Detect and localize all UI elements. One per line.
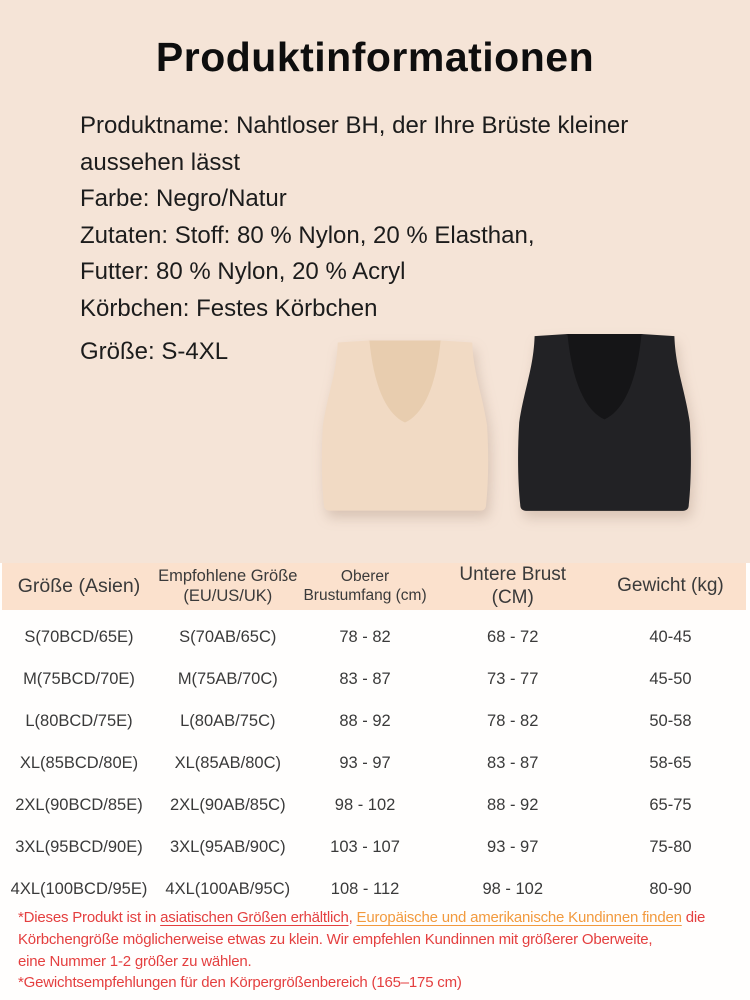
size-table-cell: 2XL(90AB/85C)	[170, 795, 286, 814]
size-range-line: Größe: S-4XL	[80, 338, 229, 365]
size-table-cell: 78 - 82	[339, 628, 391, 647]
size-table-row	[2, 826, 746, 868]
size-table-header-cell: Größe (Asien)	[17, 575, 141, 597]
size-table-cell: 75-80	[649, 837, 692, 856]
size-table-cell: 73 - 77	[487, 670, 539, 689]
cup-line: Körbchen: Festes Körbchen	[80, 294, 378, 322]
size-table-cell: L(80AB/75C)	[180, 712, 276, 731]
footnote-segment: die	[681, 909, 706, 926]
footnote-segment: *Dieses Produkt ist in	[18, 909, 161, 926]
size-table-cell: 108 - 112	[330, 879, 400, 898]
footnote-segment: Europäische und amerikanische Kundinnen finden	[356, 909, 682, 926]
size-table-cell: M(75AB/70C)	[177, 670, 278, 689]
footnote-line-3: eine Nummer 1-2 größer zu wählen.	[18, 952, 252, 970]
size-table-cell: 68 - 72	[487, 628, 539, 647]
size-table-cell: 83 - 87	[487, 754, 539, 772]
size-table-cell: 40-45	[649, 628, 692, 647]
product-name-line: Produktname: Nahtloser BH, der Ihre Brüste kleiner aussehen lässt	[80, 112, 629, 176]
size-table-row	[2, 868, 746, 910]
size-table-cell: S(70BCD/65E)	[24, 628, 134, 647]
size-table-cell: 65-75	[649, 795, 692, 814]
ingredients-line: Zutaten: Stoff: 80 % Nylon, 20 % Elasthan,	[80, 221, 535, 249]
footnote-segment: ,	[348, 909, 357, 926]
size-table-cell: L(80BCD/75E)	[25, 712, 133, 731]
size-table-header	[2, 563, 746, 610]
color-line: Farbe: Negro/Natur	[80, 185, 287, 212]
size-table-row	[2, 701, 746, 743]
size-table-cell: 4XL(100AB/95C)	[165, 879, 291, 898]
footnote-line-1	[18, 907, 748, 929]
size-table-header-cell: Untere Brust (CM)	[459, 564, 567, 608]
size-table-row	[2, 617, 746, 659]
lining-line: Futter: 80 % Nylon, 20 % Acryl	[80, 258, 406, 285]
size-table-cell: S(70AB/65C)	[179, 628, 277, 647]
size-table-cell: 80-90	[649, 879, 692, 898]
size-table-cell: 98 - 102	[334, 795, 396, 814]
size-table-body	[2, 617, 746, 910]
footnotes	[18, 907, 748, 994]
size-table-cell: 3XL(95AB/90C)	[170, 837, 286, 856]
size-table-cell: 93 - 97	[487, 837, 539, 856]
page-title: Produktinformationen	[155, 34, 595, 80]
size-table-row	[2, 743, 746, 785]
size-table-cell: 58-65	[649, 754, 692, 772]
size-table-cell: 50-58	[649, 712, 692, 731]
size-table-cell: 93 - 97	[339, 754, 391, 772]
footnote-segment: asiatischen Größen erhältlich	[160, 909, 349, 926]
size-table-cell: 98 - 102	[482, 879, 543, 898]
size-table-header-cell: Gewicht (kg)	[617, 575, 724, 597]
size-table-cell: 3XL(95BCD/90E)	[15, 837, 143, 856]
size-table-cell: 88 - 92	[487, 795, 539, 814]
size-table-cell: 78 - 82	[487, 712, 539, 731]
size-table-cell: 45-50	[649, 670, 692, 689]
footnote-line-4: *Gewichtsempfehlungen für den Körpergrößenbereich (165–175 cm)	[18, 974, 462, 992]
size-table-cell: XL(85BCD/80E)	[19, 754, 139, 772]
size-table-cell: 83 - 87	[339, 670, 391, 689]
size-table-cell: XL(85AB/80C)	[174, 754, 281, 772]
size-table-cell: 88 - 92	[339, 712, 391, 731]
black-bra-image	[509, 332, 700, 517]
footnote-line-2: Körbchengröße möglicherweise etwas zu klein. Wir empfehlen Kundinnen mit größerer Oberweite,	[18, 930, 653, 948]
size-table-header-cell: Empfohlene Größe (EU/US/UK)	[158, 567, 298, 605]
size-table-row	[2, 784, 746, 826]
size-table-header-cell: Oberer Brustumfang (cm)	[303, 568, 427, 604]
size-table-cell: 103 - 107	[330, 837, 400, 856]
size-table-row	[2, 659, 746, 701]
nude-bra-image	[316, 337, 494, 518]
size-table-cell: 4XL(100BCD/95E)	[10, 879, 148, 898]
size-table-cell: 2XL(90BCD/85E)	[15, 795, 143, 814]
size-table-cell: M(75BCD/70E)	[23, 670, 135, 689]
